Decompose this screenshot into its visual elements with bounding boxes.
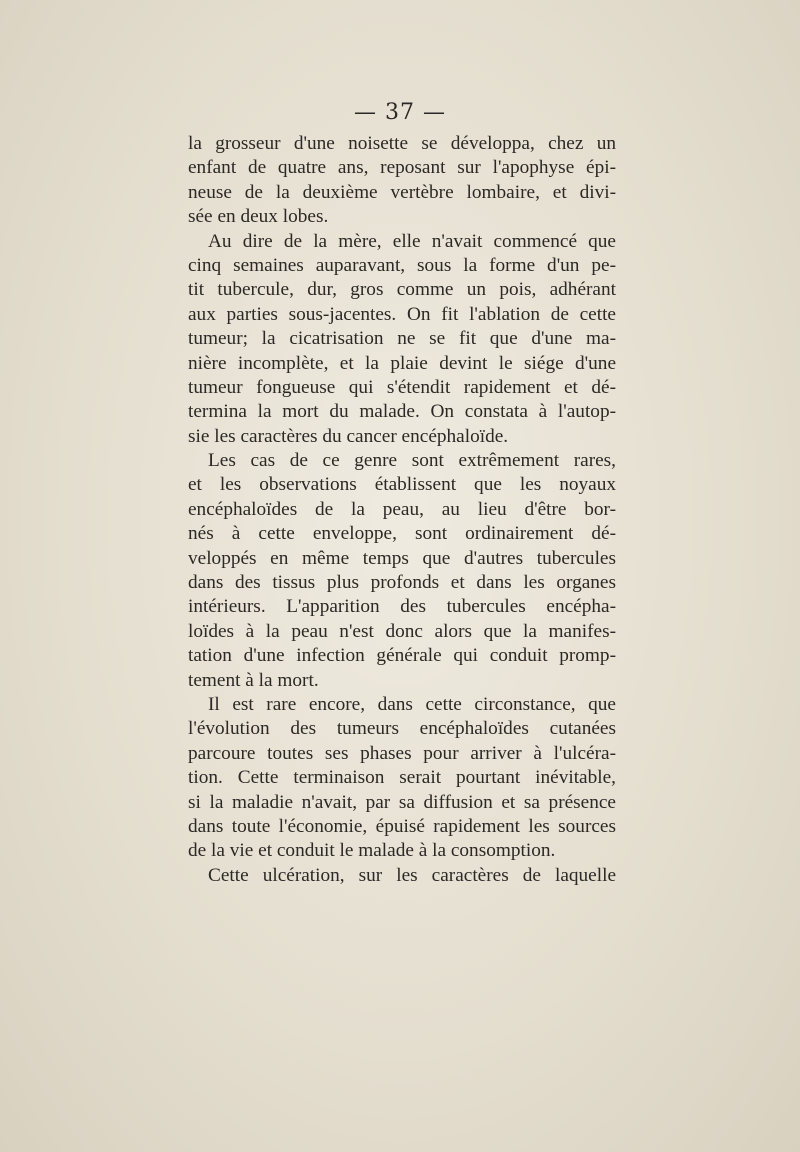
text-line: et les observations établissent que les noyaux xyxy=(188,474,616,496)
text-line: enfant de quatre ans, reposant sur l'apophyse épi- xyxy=(188,157,616,179)
text-line: neuse de la deuxième vertèbre lombaire, et divi- xyxy=(188,181,616,203)
text-line: Les cas de ce genre sont extrêmement rares, xyxy=(208,450,616,472)
text-line: tion. Cette terminaison serait pourtant inévitable, xyxy=(188,767,616,789)
text-line: tumeur; la cicatrisation ne se fit que d'une ma- xyxy=(188,328,616,350)
text-line: tit tubercule, dur, gros comme un pois, adhérant xyxy=(188,279,616,301)
text-line: sée en deux lobes. xyxy=(188,206,329,228)
text-line: cinq semaines auparavant, sous la forme d'un pe- xyxy=(188,254,616,276)
text-line: termina la mort du malade. On constata à l'autop- xyxy=(188,401,616,423)
text-line: aux parties sous-jacentes. On fit l'ablation de cette xyxy=(188,303,616,325)
text-line: l'évolution des tumeurs encéphaloïdes cutanées xyxy=(188,718,616,740)
page-number: — 37 — xyxy=(354,100,446,125)
body-text xyxy=(188,132,616,888)
text-line: de la vie et conduit le malade à la consomption. xyxy=(188,840,556,862)
text-line: Au dire de la mère, elle n'avait commencé que xyxy=(208,230,616,252)
text-line: dans des tissus plus profonds et dans les organes xyxy=(188,572,616,594)
text-line: tement à la mort. xyxy=(188,669,319,691)
text-line: dans toute l'économie, épuisé rapidement les sources xyxy=(188,815,616,837)
text-line: la grosseur d'une noisette se développa, chez un xyxy=(188,133,616,154)
text-line: tation d'une infection générale qui conduit promp- xyxy=(188,645,616,667)
text-line: sie les caractères du cancer encéphaloïde. xyxy=(188,425,509,447)
text-line: loïdes à la peau n'est donc alors que la manifes- xyxy=(188,620,616,642)
text-line: parcoure toutes ses phases pour arriver à l'ulcéra- xyxy=(188,742,616,764)
text-line: veloppés en même temps que d'autres tubercules xyxy=(188,547,616,569)
text-line: nés à cette enveloppe, sont ordinairement dé- xyxy=(188,523,616,545)
text-line: nière incomplète, et la plaie devint le siége d'une xyxy=(188,352,616,374)
text-line: encéphaloïdes de la peau, au lieu d'être bor- xyxy=(188,498,616,520)
text-line: Il est rare encore, dans cette circonstance, que xyxy=(208,693,616,715)
text-line: intérieurs. L'apparition des tubercules encépha- xyxy=(188,596,616,618)
text-line: tumeur fongueuse qui s'étendit rapidement et dé- xyxy=(188,376,616,398)
text-line: si la maladie n'avait, par sa diffusion et sa présence xyxy=(188,791,616,813)
text-line: Cette ulcération, sur les caractères de laquelle xyxy=(208,864,616,886)
